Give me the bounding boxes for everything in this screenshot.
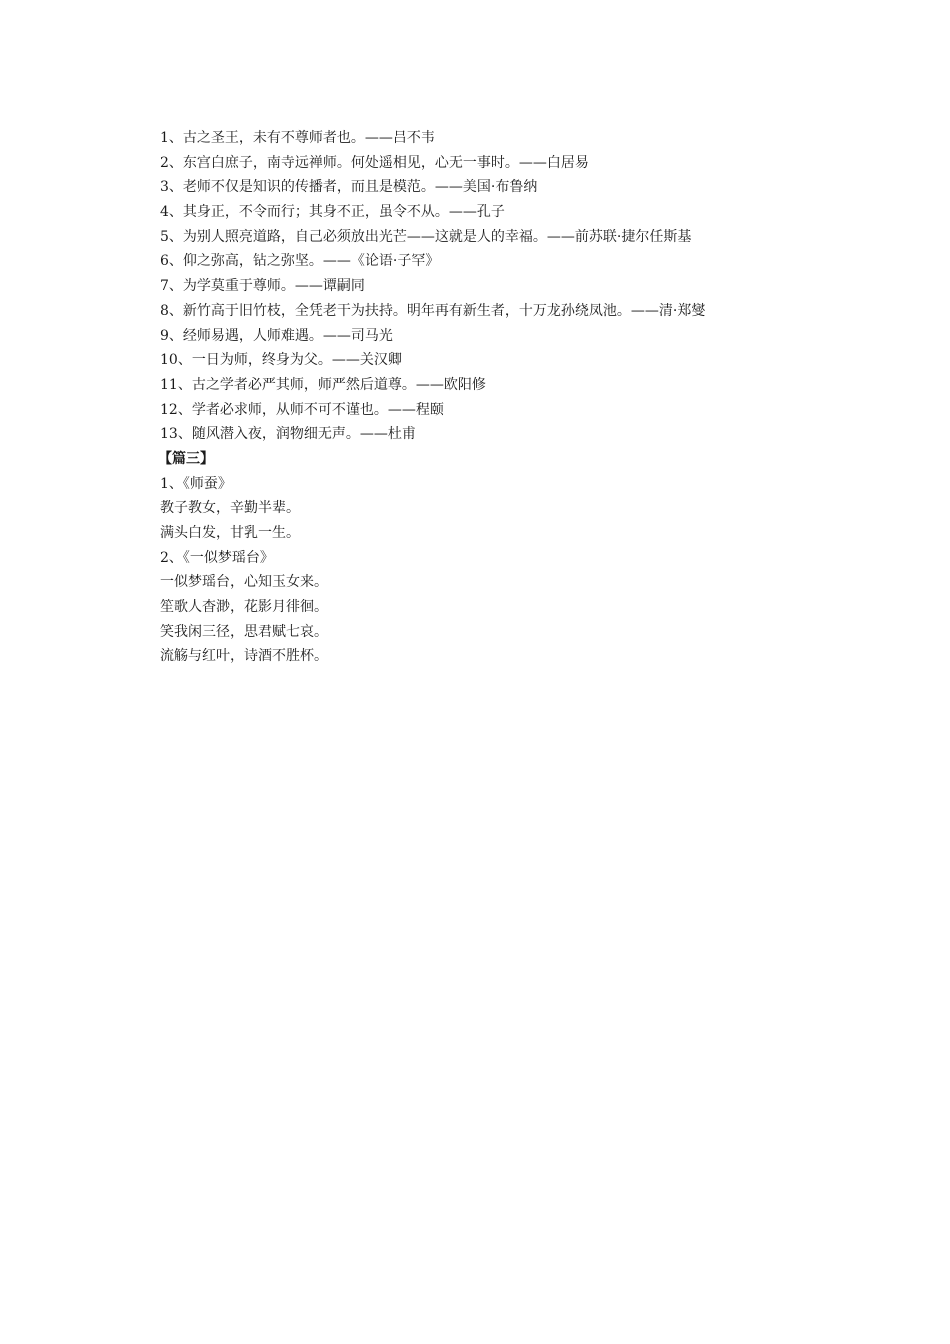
quote-line: 4、其身正，不令而行；其身不正，虽令不从。——孔子 (160, 204, 505, 221)
poem-line: 笙歌人杳渺，花影月徘徊。 (160, 599, 328, 616)
quote-line: 7、为学莫重于尊师。——谭嗣同 (160, 278, 365, 295)
quote-line: 9、经师易遇，人师难遇。——司马光 (160, 327, 393, 344)
quote-line: 8、新竹高于旧竹枝，全凭老干为扶持。明年再有新生者，十万龙孙绕凤池。——清·郑燮 (160, 302, 706, 319)
document-content (160, 126, 840, 669)
quote-line: 12、学者必求师，从师不可不谨也。——程颐 (160, 401, 444, 418)
poem-title: 2、《一似梦瑶台》 (160, 549, 274, 566)
quote-line: 10、一日为师，终身为父。——关汉卿 (160, 352, 402, 369)
quote-line: 1、古之圣王，未有不尊师者也。——吕不韦 (160, 130, 435, 146)
poem-line: 笑我闲三径，思君赋七哀。 (160, 623, 328, 640)
section-heading: 【篇三】 (158, 450, 214, 467)
poem-line: 教子教女，辛勤半辈。 (160, 500, 300, 517)
poem-title: 1、《师蚕》 (160, 475, 232, 492)
quote-line: 11、古之学者必严其师，师严然后道尊。——欧阳修 (160, 376, 486, 393)
poem-line: 满头白发，甘乳一生。 (160, 525, 300, 541)
quote-line: 6、仰之弥高，钻之弥坚。——《论语·子罕》 (160, 253, 440, 270)
poem-line: 一似梦瑶台，心知玉女来。 (160, 574, 328, 591)
quote-line: 5、为别人照亮道路，自己必须放出光芒——这就是人的幸福。——前苏联·捷尔任斯基 (160, 228, 692, 245)
quote-line: 3、老师不仅是知识的传播者，而且是模范。——美国·布鲁纳 (160, 179, 538, 196)
quote-line: 2、东宫白庶子，南寺远禅师。何处遥相见，心无一事时。——白居易 (160, 154, 589, 171)
poem-line: 流觞与红叶，诗酒不胜杯。 (160, 648, 328, 665)
quote-line: 13、随风潜入夜，润物细无声。——杜甫 (160, 426, 416, 443)
